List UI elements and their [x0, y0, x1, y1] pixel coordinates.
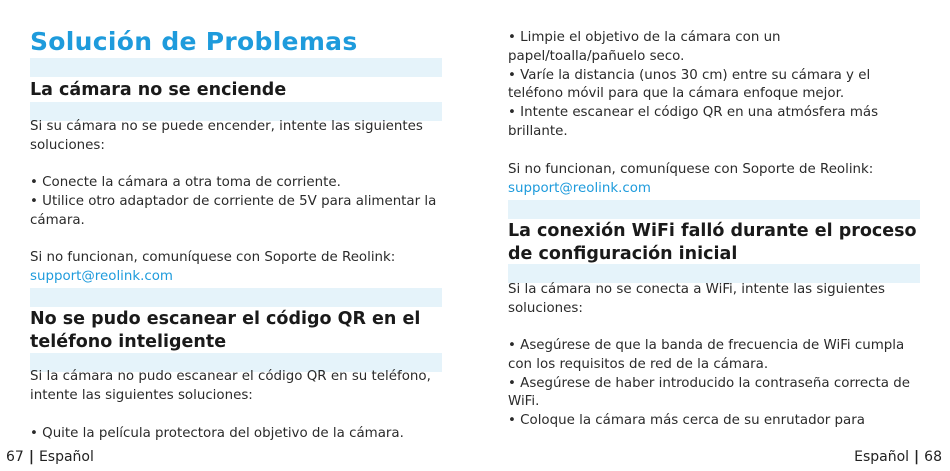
- footer-left: [6, 449, 94, 465]
- list-item: • Quite la película protectora del objetivo de la cámara.: [30, 425, 442, 444]
- contact-text: Si no funcionan, comuníquese con Soporte de Reolink:: [30, 250, 396, 265]
- list-item: • Limpie el objetivo de la cámara con un papel/toalla/pañuelo seco.: [508, 29, 920, 67]
- section-band: [30, 288, 442, 307]
- solution-list: [508, 29, 920, 142]
- page-number: 68: [924, 449, 942, 465]
- solution-list: [30, 425, 442, 444]
- solution-list: [508, 337, 920, 431]
- list-item: • Coloque la cámara más cerca de su enrutador para: [508, 412, 920, 431]
- list-item: • Conecte la cámara a otra toma de corriente.: [30, 174, 442, 193]
- list-item: • Intente escanear el código QR en una atmósfera más brillante.: [508, 104, 920, 142]
- section-heading: La conexión WiFi falló durante el proceso de configuración inicial: [508, 221, 917, 264]
- page-number: 67: [6, 449, 24, 465]
- list-item: • Varíe la distancia (unos 30 cm) entre su cámara y el teléfono móvil para que la cámara enfoque mejor.: [508, 67, 920, 105]
- section-intro: Si su cámara no se puede encender, intente las siguientes soluciones:: [30, 119, 423, 153]
- support-contact: [508, 161, 920, 199]
- section-band: [508, 200, 920, 219]
- section-heading: No se pudo escanear el código QR en el teléfono inteligente: [30, 309, 421, 352]
- language-label: Español: [854, 449, 910, 465]
- section-heading: La cámara no se enciende: [30, 80, 287, 100]
- list-item: • Utilice otro adaptador de corriente de 5V para alimentar la cámara.: [30, 193, 442, 231]
- footer-right: [854, 449, 942, 465]
- section-intro: Si la cámara no pudo escanear el código QR en su teléfono, intente las siguientes soluciones:: [30, 369, 431, 403]
- list-item: • Asegúrese de haber introducido la contraseña correcta de WiFi.: [508, 375, 920, 413]
- section-band: [30, 58, 442, 77]
- list-item: • Asegúrese de que la banda de frecuencia de WiFi cumpla con los requisitos de red de la cámara.: [508, 337, 920, 375]
- language-label: Español: [38, 449, 94, 465]
- support-email-link[interactable]: support@reolink.com: [508, 180, 651, 196]
- support-email-link[interactable]: support@reolink.com: [30, 268, 173, 284]
- solution-list: [30, 174, 442, 230]
- page-title: Solución de Problemas: [30, 27, 358, 56]
- footer-separator: |: [28, 449, 34, 465]
- contact-text: Si no funcionan, comuníquese con Soporte de Reolink:: [508, 162, 874, 177]
- footer-separator: |: [914, 449, 920, 465]
- support-contact: [30, 249, 442, 287]
- section-intro: Si la cámara no se conecta a WiFi, intente las siguientes soluciones:: [508, 282, 885, 316]
